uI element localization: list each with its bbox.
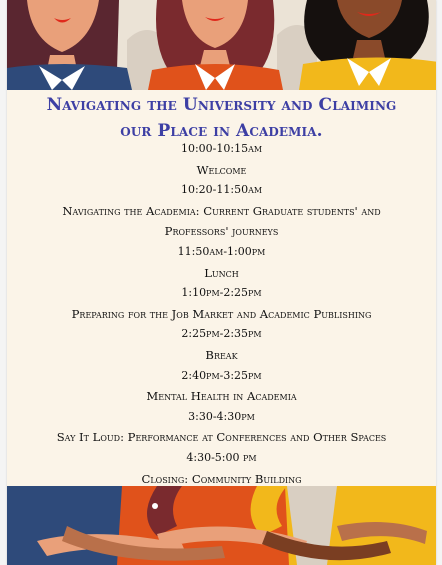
- schedule-session: Break: [205, 347, 238, 362]
- schedule-session: Say It Loud: Performance at Conferences and Other Spaces: [56, 430, 387, 445]
- schedule-session: Preparing for the Job Market and Academic Publishing: [71, 306, 372, 321]
- schedule-session: Navigating the Academia: Current Graduate students' and: [62, 203, 381, 218]
- event-flyer: [7, 0, 436, 565]
- schedule-session: Lunch: [204, 265, 239, 280]
- schedule-session: Mental Health in Academia: [146, 389, 297, 404]
- schedule-time: 3:30-4:30pm: [188, 409, 255, 423]
- schedule-session: Welcome: [196, 162, 247, 177]
- schedule-session-continued: Professors' journeys: [164, 224, 279, 239]
- schedule-list: [7, 139, 436, 489]
- schedule-time: 2:25pm-2:35pm: [181, 327, 262, 341]
- schedule-time: 11:50am-1:00pm: [177, 244, 266, 258]
- schedule-time: 1:10pm-2:25pm: [181, 286, 262, 300]
- title-line-1: Navigating the University and Claiming: [46, 95, 397, 115]
- schedule-time: 2:40pm-3:25pm: [181, 368, 262, 382]
- title-line-2: our Place in Academia.: [120, 121, 323, 141]
- schedule-time: 10:00-10:15am: [180, 142, 263, 155]
- women-illustration-top: [7, 0, 436, 90]
- schedule-time: 10:20-11:50am: [180, 183, 263, 197]
- schedule-session: Closing: Community Building: [141, 471, 302, 486]
- schedule-time: 4:30-5:00 pm: [186, 450, 257, 464]
- flyer-title: [7, 92, 436, 144]
- linked-arms-illustration-bottom: [7, 486, 436, 565]
